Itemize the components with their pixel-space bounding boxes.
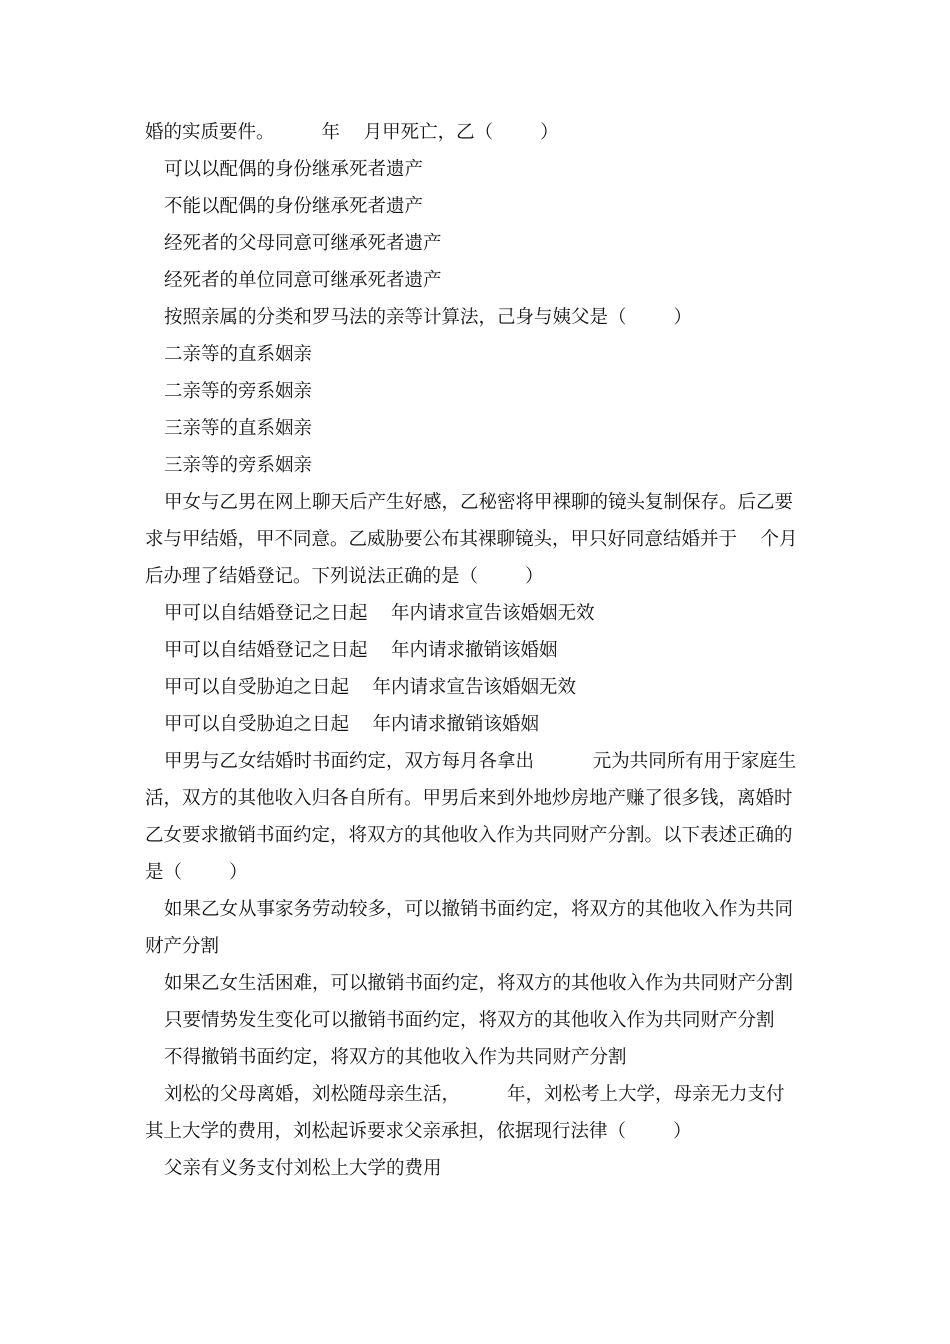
option-a: 二亲等的直系姻亲 — [164, 344, 313, 365]
option-b: 如果乙女生活困难，可以撤销书面约定，将双方的其他收入作为共同财产分割 — [164, 973, 794, 994]
option-a: 父亲有义务支付刘松上大学的费用 — [164, 1158, 442, 1179]
question-stem: 甲男与乙女结婚时书面约定，双方每月各拿出 元为共同所有用于家庭生 — [164, 751, 797, 772]
option-c: 只要情势发生变化可以撤销书面约定，将双方的其他收入作为共同财产分割 — [164, 1010, 775, 1031]
option-b: 二亲等的旁系姻亲 — [164, 381, 313, 402]
option-a: 可以以配偶的身份继承死者遗产 — [164, 159, 424, 180]
option-c: 经死者的父母同意可继承死者遗产 — [164, 233, 442, 254]
question-stem-continuation: 乙女要求撤销书面约定，将双方的其他收入作为共同财产分割。以下表述正确的 — [145, 825, 793, 846]
option-d: 不得撤销书面约定，将双方的其他收入作为共同财产分割 — [164, 1047, 627, 1068]
option-c: 甲可以自受胁迫之日起 年内请求宣告该婚姻无效 — [164, 677, 577, 698]
question-stem: 按照亲属的分类和罗马法的亲等计算法，己身与姨父是（ ） — [164, 307, 693, 328]
option-d: 三亲等的旁系姻亲 — [164, 455, 313, 476]
question-stem-continuation: 后办理了结婚登记。下列说法正确的是（ ） — [145, 566, 544, 587]
question-stem-continuation: 求与甲结婚，甲不同意。乙威胁要公布其裸聊镜头，甲只好同意结婚并于 个月 — [145, 529, 798, 550]
document-body — [145, 114, 810, 1187]
question-stem-continuation: 是（ ） — [145, 862, 248, 883]
question-stem: 甲女与乙男在网上聊天后产生好感，乙秘密将甲裸聊的镜头复制保存。后乙要 — [164, 492, 794, 513]
question-stem: 刘松的父母离婚，刘松随母亲生活， 年，刘松考上大学，母亲无力支付 — [164, 1084, 785, 1105]
question-stem-continuation: 其上大学的费用，刘松起诉要求父亲承担，依据现行法律（ ） — [145, 1121, 692, 1142]
question-stem-continuation: 婚的实质要件。 年 月甲死亡，乙（ ） — [145, 122, 559, 143]
option-a: 如果乙女从事家务劳动较多，可以撤销书面约定，将双方的其他收入作为共同 — [164, 899, 794, 920]
option-c: 三亲等的直系姻亲 — [164, 418, 313, 439]
option-a-continuation: 财产分割 — [145, 936, 220, 957]
option-b: 不能以配偶的身份继承死者遗产 — [164, 196, 424, 217]
option-b: 甲可以自结婚登记之日起 年内请求撤销该婚姻 — [164, 640, 558, 661]
question-stem-continuation: 活，双方的其他收入归各自所有。甲男后来到外地炒房地产赚了很多钱，离婚时 — [145, 788, 793, 809]
option-a: 甲可以自结婚登记之日起 年内请求宣告该婚姻无效 — [164, 603, 595, 624]
option-d: 甲可以自受胁迫之日起 年内请求撤销该婚姻 — [164, 714, 540, 735]
option-d: 经死者的单位同意可继承死者遗产 — [164, 270, 442, 291]
